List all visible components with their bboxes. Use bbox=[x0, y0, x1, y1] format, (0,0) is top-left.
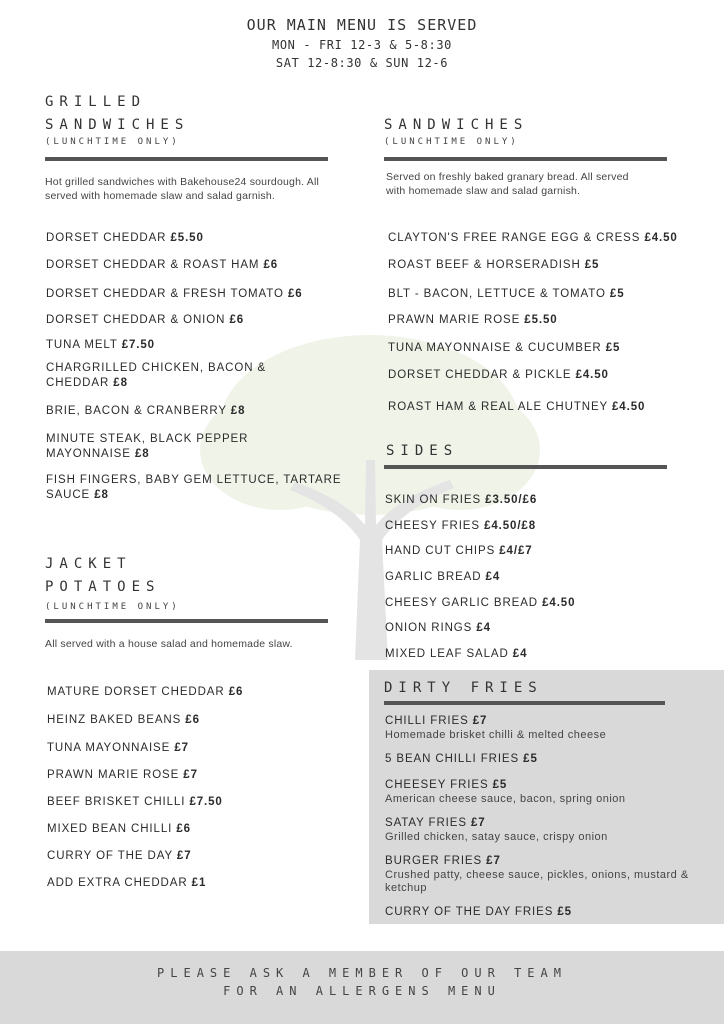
list-item: 5 BEAN CHILLI FRIES £5 bbox=[385, 753, 538, 765]
list-item: TUNA MAYONNAISE £7 bbox=[47, 742, 189, 754]
list-item: SATAY FRIES £7 Grilled chicken, satay sauce, crispy onion bbox=[385, 817, 608, 843]
grilled-sandwiches-subtitle: (LUNCHTIME ONLY) bbox=[45, 137, 180, 147]
allergen-notice-line2: FOR AN ALLERGENS MENU bbox=[223, 984, 501, 998]
grilled-divider bbox=[45, 157, 328, 161]
list-item: CHARGRILLED CHICKEN, BACON & CHEDDAR £8 bbox=[46, 362, 267, 389]
grilled-intro: Hot grilled sandwiches with Bakehouse24 sourdough. All served with homemade slaw and salad garnish. bbox=[45, 176, 320, 202]
jacket-potatoes-title: JACKET POTATOES bbox=[45, 556, 161, 595]
list-item: ONION RINGS £4 bbox=[385, 622, 491, 634]
list-item: PRAWN MARIE ROSE £5.50 bbox=[388, 314, 558, 326]
list-item: FISH FINGERS, BABY GEM LETTUCE, TARTARE SAUCE £8 bbox=[46, 474, 342, 501]
list-item: HEINZ BAKED BEANS £6 bbox=[47, 714, 200, 726]
list-item: DORSET CHEDDAR & PICKLE £4.50 bbox=[388, 369, 609, 381]
list-item: TUNA MAYONNAISE & CUCUMBER £5 bbox=[388, 342, 621, 354]
jacket-potatoes-subtitle: (LUNCHTIME ONLY) bbox=[45, 602, 180, 612]
sandwiches-subtitle: (LUNCHTIME ONLY) bbox=[384, 137, 519, 147]
list-item: SKIN ON FRIES £3.50/£6 bbox=[385, 494, 538, 506]
list-item: TUNA MELT £7.50 bbox=[46, 339, 155, 351]
list-item: MINUTE STEAK, BLACK PEPPER MAYONNAISE £8 bbox=[46, 433, 249, 460]
sandwiches-title: SANDWICHES bbox=[384, 117, 529, 133]
list-item: MIXED LEAF SALAD £4 bbox=[385, 648, 528, 660]
jacket-divider bbox=[45, 619, 328, 623]
list-item: MATURE DORSET CHEDDAR £6 bbox=[47, 686, 244, 698]
list-item: HAND CUT CHIPS £4/£7 bbox=[385, 545, 533, 557]
weekday-hours: MON - FRI 12-3 & 5-8:30 bbox=[272, 38, 452, 52]
list-item: BLT - BACON, LETTUCE & TOMATO £5 bbox=[388, 288, 625, 300]
list-item: GARLIC BREAD £4 bbox=[385, 571, 501, 583]
dirty-fries-title: DIRTY FRIES bbox=[384, 680, 543, 696]
jacket-intro: All served with a house salad and homemade slaw. bbox=[45, 638, 293, 650]
list-item: MIXED BEAN CHILLI £6 bbox=[47, 823, 191, 835]
sides-divider bbox=[384, 465, 667, 469]
list-item: BEEF BRISKET CHILLI £7.50 bbox=[47, 796, 223, 808]
list-item: DORSET CHEDDAR & ROAST HAM £6 bbox=[46, 259, 279, 271]
grilled-sandwiches-title: GRILLED SANDWICHES bbox=[45, 94, 190, 133]
list-item: BURGER FRIES £7 Crushed patty, cheese sauce, pickles, onions, mustard & ketchup bbox=[385, 855, 689, 894]
allergen-notice-line1: PLEASE ASK A MEMBER OF OUR TEAM bbox=[157, 966, 567, 980]
list-item: ROAST BEEF & HORSERADISH £5 bbox=[388, 259, 600, 271]
list-item: ROAST HAM & REAL ALE CHUTNEY £4.50 bbox=[388, 401, 646, 413]
list-item: CURRY OF THE DAY £7 bbox=[47, 850, 192, 862]
sandwiches-divider bbox=[384, 157, 667, 161]
list-item: ADD EXTRA CHEDDAR £1 bbox=[47, 877, 207, 889]
sides-title: SIDES bbox=[386, 443, 459, 459]
list-item: PRAWN MARIE ROSE £7 bbox=[47, 769, 198, 781]
list-item: CURRY OF THE DAY FRIES £5 bbox=[385, 906, 572, 918]
list-item: DORSET CHEDDAR & FRESH TOMATO £6 bbox=[46, 288, 303, 300]
list-item: CHEESY GARLIC BREAD £4.50 bbox=[385, 597, 576, 609]
list-item: CLAYTON'S FREE RANGE EGG & CRESS £4.50 bbox=[388, 232, 678, 244]
weekend-hours: SAT 12-8:30 & SUN 12-6 bbox=[275, 56, 449, 70]
list-item: DORSET CHEDDAR £5.50 bbox=[46, 232, 204, 244]
list-item: CHEESEY FRIES £5 American cheese sauce, bacon, spring onion bbox=[385, 779, 626, 805]
list-item: CHILLI FRIES £7 Homemade brisket chilli & melted cheese bbox=[385, 715, 607, 741]
list-item: DORSET CHEDDAR & ONION £6 bbox=[46, 314, 245, 326]
list-item: BRIE, BACON & CRANBERRY £8 bbox=[46, 405, 246, 417]
menu-hours-title: OUR MAIN MENU IS SERVED bbox=[246, 16, 478, 34]
list-item: CHEESY FRIES £4.50/£8 bbox=[385, 520, 537, 532]
sandwiches-intro: Served on freshly baked granary bread. All served with homemade slaw and salad garnish. bbox=[386, 171, 629, 197]
dirty-fries-divider bbox=[384, 701, 665, 705]
